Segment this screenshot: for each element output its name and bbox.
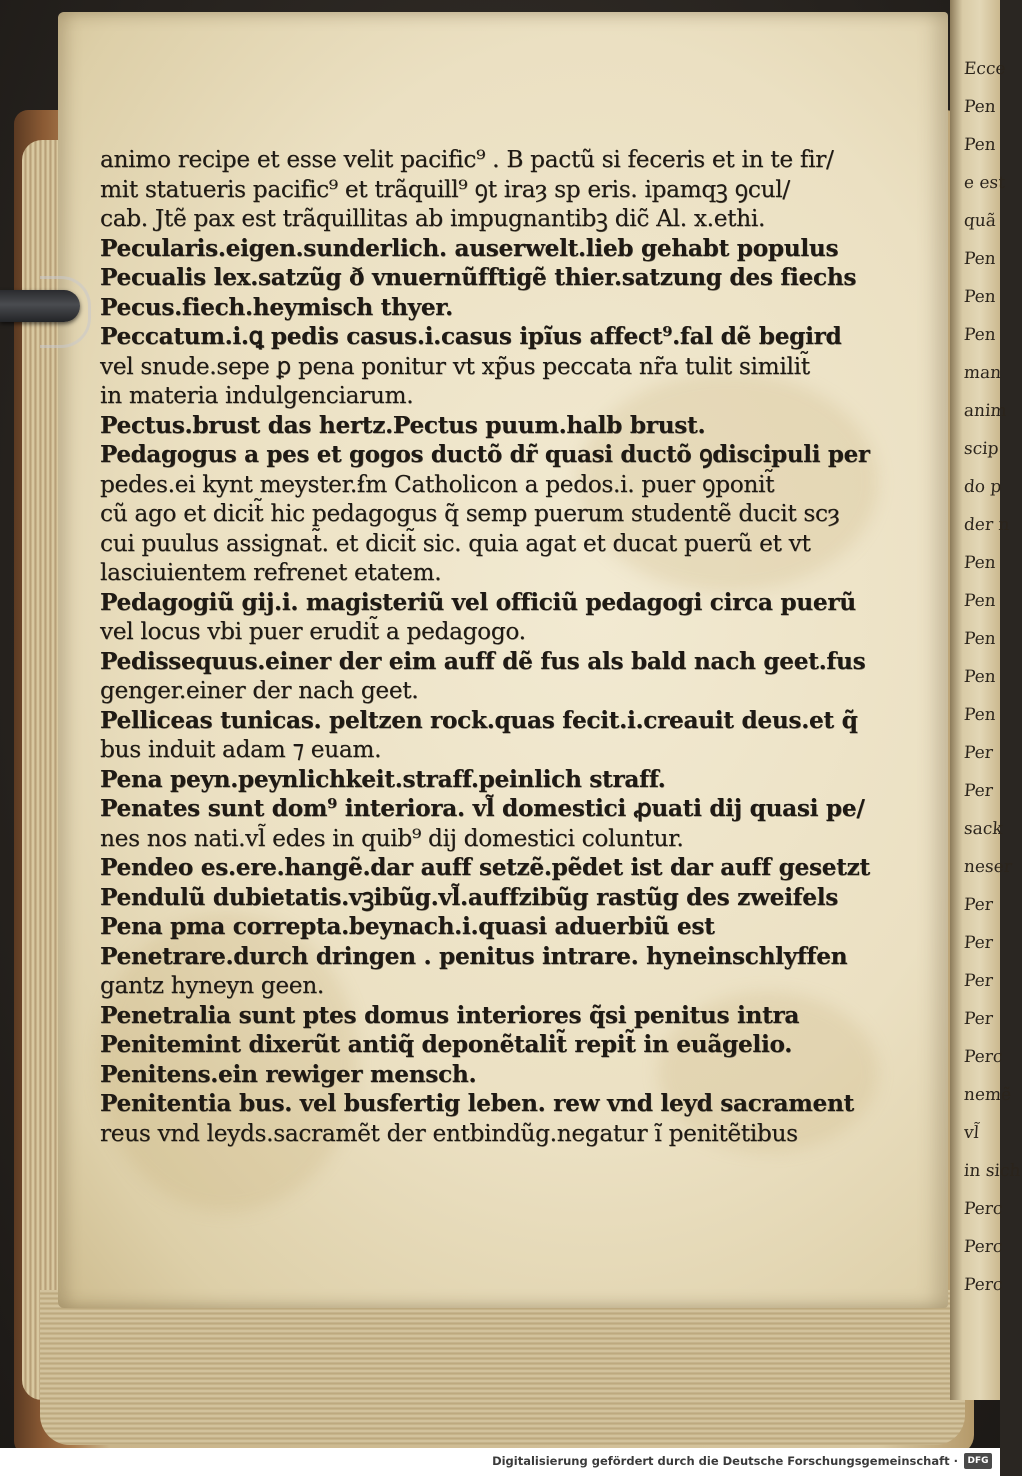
- facing-text-fragment: Per: [963, 1009, 994, 1029]
- text-line: animo recipe et esse velit pacific⁹ . B pactũ si feceris et in te fir/: [100, 145, 834, 173]
- facing-text-fragment: in sich: [963, 1161, 1022, 1181]
- text-line: in materia indulgenciarum.: [100, 381, 414, 409]
- facing-text-fragment: Perc: [963, 1199, 1004, 1219]
- facing-text-fragment: Per: [963, 781, 994, 801]
- text-line: lasciuientem refrenet etatem.: [100, 558, 442, 586]
- text-line: Pedagogus a pes et gogos ductõ dr̃ quasi ductõ ꝯdiscipuli per: [100, 440, 870, 468]
- facing-text-fragment: Per: [963, 743, 994, 763]
- text-line: vel locus vbi puer erudit̃ a pedagogo.: [100, 617, 526, 645]
- text-line: Pendulũ dubietatis.vꝫibũg.vl̃.auffzibũg rastũg des zweifels: [100, 882, 839, 911]
- text-line: Penates sunt dom⁹ interiora. vl̃ domestici ꝓuati dij quasi pe/: [100, 794, 865, 822]
- text-line: Peccatum.i.ꝗ pedis casus.i.casus ipĩus affect⁹.fal dẽ begird: [100, 322, 842, 350]
- text-line: Penetralia sunt ptes domus interiores q̃si penitus intra: [100, 1000, 800, 1029]
- facing-text-fragment: Perc: [963, 1047, 1004, 1067]
- facing-text-fragment: e est: [963, 173, 1006, 193]
- text-line: Pectus.brust das hertz.Pectus puum.halb brust.: [100, 410, 706, 439]
- binding-clip: [40, 276, 91, 348]
- facing-text-fragment: der n: [963, 515, 1011, 535]
- text-line: nes nos nati.vl̃ edes in quib⁹ dij domestici coluntur.: [100, 823, 684, 852]
- facing-text-fragment: Pen: [963, 591, 997, 611]
- text-line: gantz hyneyn geen.: [100, 971, 324, 999]
- facing-text-fragment: Pen: [963, 97, 997, 117]
- facing-text-fragment: Pen: [963, 325, 997, 345]
- text-line: Pena peyn.peynlichkeit.straff.peinlich straff.: [100, 764, 666, 793]
- facing-text-fragment: neser: [963, 857, 1013, 877]
- page-text-block: [100, 145, 880, 1148]
- facing-text-fragment: Pen: [963, 249, 997, 269]
- facing-text-fragment: Perc: [963, 1275, 1004, 1295]
- facing-text-fragment: Per: [963, 933, 994, 953]
- facing-text-fragment: Pen: [963, 135, 997, 155]
- text-line: Pelliceas tunicas. peltzen rock.quas fecit.i.creauit deus.et q̃: [100, 705, 858, 734]
- text-line: Pendeo es.ere.hangẽ.dar auff setzẽ.pẽdet ist dar auff gesetzt: [100, 853, 870, 881]
- facing-text-fragment: Ecce: [963, 59, 1007, 79]
- text-line: cui puulus assignat̃. et dicit̃ sic. quia agat et ducat puerũ et vt: [100, 528, 811, 557]
- text-line: vel snude.sepe ꝑ pena ponitur vt xp̃us peccata nr̃a tulit similit̃: [100, 351, 810, 380]
- text-line: genger.einer der nach geet.: [100, 676, 419, 704]
- facing-page-text: [950, 0, 1022, 1304]
- facing-page: [950, 0, 1022, 1400]
- facing-text-fragment: Pen: [963, 553, 997, 573]
- facing-text-fragment: anim: [963, 401, 1008, 421]
- facing-text-fragment: Per: [963, 895, 994, 915]
- facing-text-fragment: sack: [963, 819, 1004, 839]
- text-line: Penitentia bus. vel busfertig leben. rew vnd leyd sacrament: [100, 1089, 854, 1117]
- text-line: bus induit adam ⁊ euam.: [100, 735, 382, 763]
- facing-text-fragment: scip: [963, 439, 1000, 459]
- facing-text-fragment: do p: [963, 477, 1003, 497]
- facing-text-fragment: Pen: [963, 667, 997, 687]
- facing-text-fragment: Pen: [963, 705, 997, 725]
- facing-text-fragment: vl̃: [963, 1123, 980, 1143]
- text-line: reus vnd leyds.sacramẽt der entbindũg.negatur ĩ penitẽtibus: [100, 1118, 798, 1147]
- text-line: Pecularis.eigen.sunderlich. auserwelt.lieb gehabt populus: [100, 233, 839, 262]
- facing-text-fragment: quã: [963, 211, 997, 231]
- facing-text-fragment: man: [963, 363, 1002, 383]
- text-line: Pecualis lex.satzũg ð vnuernũfftigẽ thier.satzung des fiechs: [100, 263, 857, 291]
- text-line: Penetrare.durch dringen . penitus intrare. hyneinschlyffen: [100, 941, 848, 970]
- facing-text-fragment: Per: [963, 971, 994, 991]
- text-line: mit statueris pacific⁹ et trãquill⁹ ꝯt iraȝ sp eris. ipamqꝫ ꝯcul/: [100, 174, 790, 203]
- text-line: cũ ago et dicit̃ hic pedagogus q̃ semp puerum studentẽ ducit scȝ: [100, 499, 840, 527]
- facing-text-fragment: Pen: [963, 629, 997, 649]
- facing-text-fragment: Pen: [963, 287, 997, 307]
- text-line: Pena pma correpta.beynach.i.quasi aduerbiũ est: [100, 912, 715, 940]
- text-line: Pedissequus.einer der eim auff dẽ fus als bald nach geet.fus: [100, 646, 866, 675]
- text-line: Penitens.ein rewiger mensch.: [100, 1059, 477, 1088]
- text-line: Pedagogiũ gij.i. magisteriũ vel officiũ pedagogi circa puerũ: [100, 587, 856, 616]
- footer-bar: [0, 1448, 1000, 1476]
- funding-credit: Digitalisierung gefördert durch die Deutsche Forschungsgemeinschaft ·: [492, 1454, 958, 1468]
- page-edges-bottom: [40, 1290, 965, 1445]
- text-line: cab. Jtẽ pax est trãquillitas ab impugnantibꝫ dic̃ Al. x.ethi.: [100, 204, 766, 232]
- text-line: Penitemint dixerũt antiq̃ deponẽtalit̃ repit̃ in euãgelio.: [100, 1030, 793, 1058]
- facing-text-fragment: Perc: [963, 1237, 1004, 1257]
- facing-text-fragment: nemẽ: [963, 1085, 1012, 1105]
- text-line: pedes.ei kynt meyster.ẜm Catholicon a pedos.i. puer ꝯponit̃: [100, 469, 775, 498]
- dfg-logo: DFG: [964, 1453, 992, 1469]
- text-line: Pecus.fiech.heymisch thyer.: [100, 292, 453, 321]
